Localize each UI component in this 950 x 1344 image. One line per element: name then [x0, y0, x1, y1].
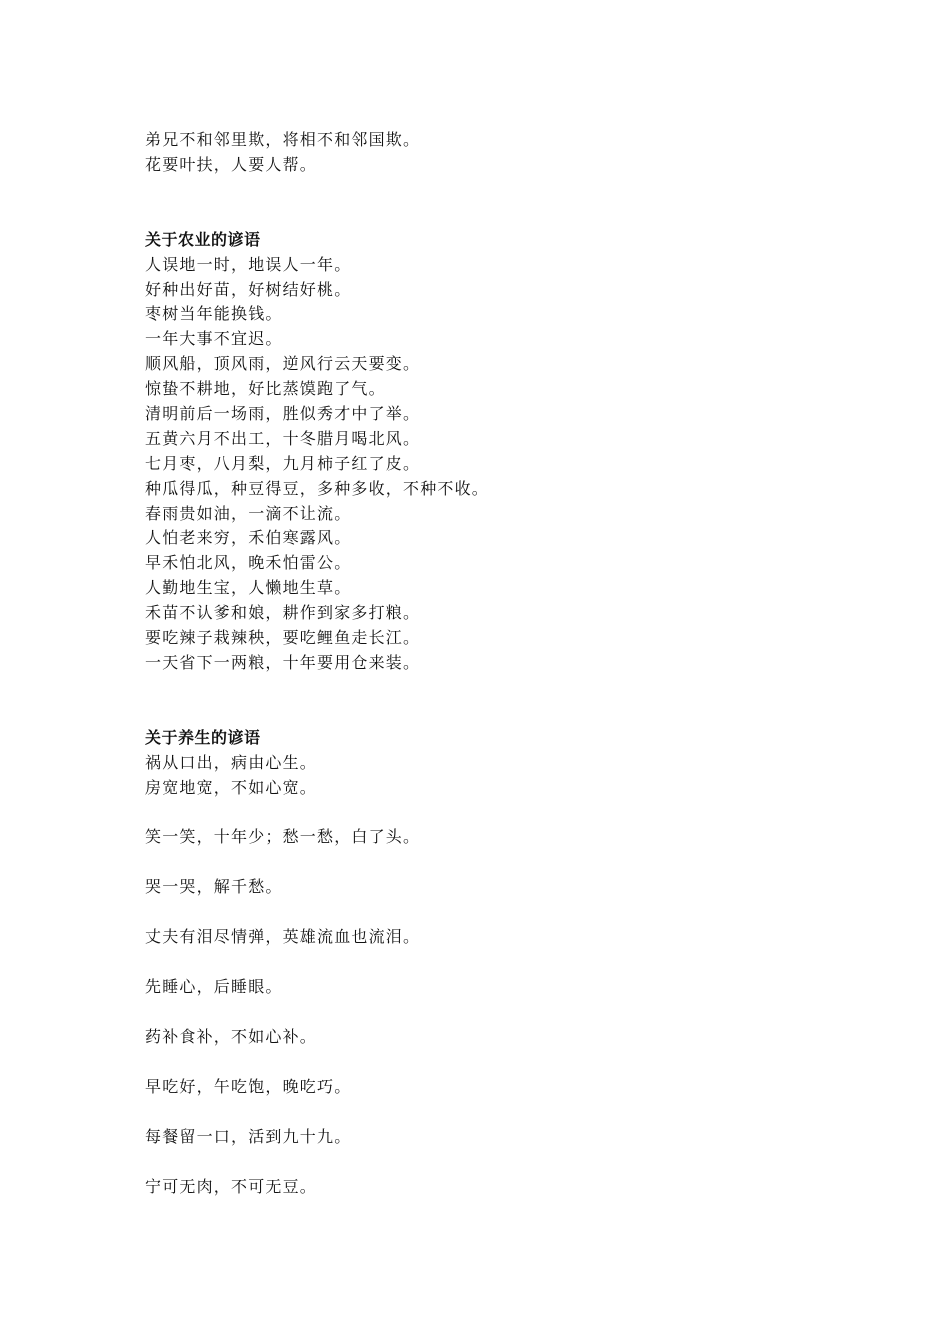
- proverb-line: 好种出好苗，好树结好桃。: [145, 279, 352, 299]
- section-spacer: [145, 676, 845, 726]
- proverb-line: 禾苗不认爹和娘，耕作到家多打粮。: [145, 603, 421, 623]
- proverb-line: 弟兄不和邻里欺，将相不和邻国欺。: [145, 130, 421, 149]
- proverb-line: 哭一哭，解千愁。: [145, 877, 283, 897]
- proverb-line: 要吃辣子栽辣秧，要吃鲤鱼走长江。: [145, 628, 421, 648]
- proverb-line: 五黄六月不出工，十冬腊月喝北风。: [145, 428, 421, 448]
- blank-line: [145, 1050, 845, 1075]
- proverb-line: 春雨贵如油，一滴不让流。: [145, 503, 352, 523]
- proverb-line: 祸从口出，病由心生。: [145, 752, 318, 772]
- proverb-line: 顺风船，顶风雨，逆风行云天要变。: [145, 354, 421, 374]
- section-spacer: [145, 178, 845, 228]
- section-heading: 关于养生的谚语: [145, 727, 261, 747]
- proverb-line: 早禾怕北风，晚禾怕雷公。: [145, 553, 352, 573]
- blank-line: [145, 1100, 845, 1125]
- proverb-line: 药补食补，不如心补。: [145, 1027, 318, 1047]
- proverb-line: 惊蛰不耕地，好比蒸馍跑了气。: [145, 379, 386, 399]
- proverb-line: 先睡心，后睡眼。: [145, 977, 283, 997]
- blank-line: [145, 1000, 845, 1025]
- blank-line: [145, 850, 845, 875]
- proverb-line: 人勤地生宝，人懒地生草。: [145, 578, 352, 598]
- proverb-line: 房宽地宽，不如心宽。: [145, 777, 318, 797]
- proverb-line: 早吃好，午吃饱，晚吃巧。: [145, 1076, 352, 1096]
- document-page: [145, 128, 845, 1200]
- agriculture-section: [145, 228, 845, 676]
- proverb-line: 枣树当年能换钱。: [145, 304, 283, 324]
- proverb-line: 清明前后一场雨，胜似秀才中了举。: [145, 404, 421, 424]
- blank-line: [145, 950, 845, 975]
- health-section: [145, 726, 845, 1200]
- proverb-line: 人怕老来穷，禾伯寒露风。: [145, 528, 352, 548]
- blank-line: [145, 900, 845, 925]
- section-heading: 关于农业的谚语: [145, 229, 261, 249]
- proverb-line: 人误地一时，地误人一年。: [145, 254, 352, 274]
- proverb-line: 种瓜得瓜，种豆得豆，多种多收，不种不收。: [145, 478, 490, 498]
- proverb-line: 一天省下一两粮，十年要用仓来装。: [145, 652, 421, 672]
- proverb-line: 宁可无肉，不可无豆。: [145, 1176, 318, 1196]
- blank-line: [145, 1150, 845, 1175]
- proverb-line: 丈夫有泪尽情弹，英雄流血也流泪。: [145, 927, 421, 947]
- proverb-line: 一年大事不宜迟。: [145, 329, 283, 349]
- proverb-line: 花要叶扶，人要人帮。: [145, 154, 318, 174]
- blank-line: [145, 800, 845, 825]
- proverb-line: 七月枣，八月梨，九月柿子红了皮。: [145, 453, 421, 473]
- proverb-line: 每餐留一口，活到九十九。: [145, 1126, 352, 1146]
- proverb-line: 笑一笑，十年少；愁一愁，白了头。: [145, 827, 421, 847]
